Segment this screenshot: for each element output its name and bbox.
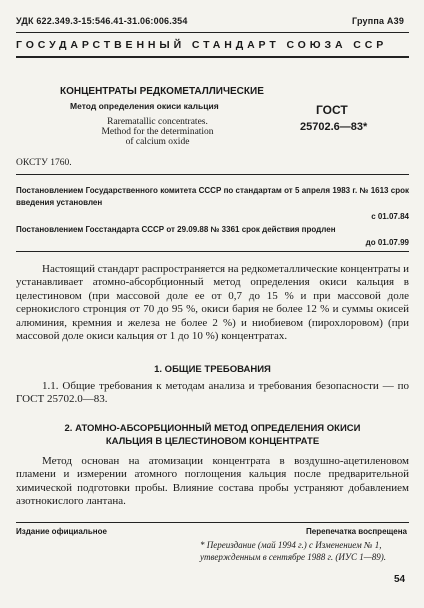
- document-subtitle: Метод определения окиси кальция: [70, 101, 219, 111]
- section1-text: 1.1. Общие требования к методам анализа и требования безопасности — по ГОСТ 25702.0—83.: [16, 380, 409, 406]
- decree-second: Постановлением Госстандарта СССР от 29.09.88 № 3361 срок действия продлен: [16, 225, 336, 234]
- decree-rule-bottom: [16, 251, 409, 252]
- page-number: 54: [394, 574, 406, 585]
- section2-text: Метод основан на атомизации концентрата в воздушно-ацетиленовом пламени и измерении атомного поглощения кальция после предварительной химической подготовки пробы. Влияние состава пробы устраняют добавлением азотнокислого лантана.: [16, 455, 409, 508]
- decree-rule: [16, 174, 409, 175]
- document-title: КОНЦЕНТРАТЫ РЕДКОМЕТАЛЛИЧЕСКИЕ: [60, 86, 264, 97]
- reissue-footnote-line2: утвержденным в сентябре 1988 г. (ИУС 1—89).: [200, 552, 386, 562]
- group-code: Группа А39: [352, 16, 405, 26]
- reprint-prohibited-label: Перепечатка воспрещена: [306, 527, 407, 536]
- section2-heading-line2: КАЛЬЦИЯ В ЦЕЛЕСТИНОВОМ КОНЦЕНТРАТЕ: [105, 436, 320, 447]
- section1-heading: 1. ОБЩИЕ ТРЕБОВАНИЯ: [154, 364, 271, 375]
- english-title-line2: Method for the determination: [101, 127, 214, 137]
- section2-heading-line1: 2. АТОМНО-АБСОРБЦИОННЫЙ МЕТОД ОПРЕДЕЛЕНИЯ ОКИСИ: [64, 423, 361, 434]
- decree-first-date: с 01.07.84: [371, 212, 409, 221]
- decree-first: Постановлением Государственного комитета СССР по стандартам от 5 апреля 1983 г. № 1613 срок введения установлен: [16, 186, 409, 207]
- header-rule-bottom: [16, 56, 409, 58]
- gost-number: 25702.6—83*: [300, 121, 368, 133]
- intro-paragraph: Настоящий стандарт распространяется на редкометаллические концентраты и устанавливает атомно-абсорбционный метод определения окиси кальция в целестиновом (при массовой доле ее от 0,7 до 15 % и при массовой доле сернокислого стронция от 70 до 95 %, окиси бария не более 12 % и суммы окисей алюминия, кремния и железа не более 2 %) и ниобиевом (пирохлоровом) (при массовой доле окиси кальция от 1 до 10 %) концентратах.: [16, 263, 409, 343]
- gost-label: ГОСТ: [316, 103, 348, 117]
- header-rule-top: [16, 32, 409, 33]
- official-edition-label: Издание официальное: [16, 527, 107, 536]
- standard-banner: ГОСУДАРСТВЕННЫЙ СТАНДАРТ СОЮЗА ССР: [16, 39, 388, 51]
- decree-second-date: до 01.07.99: [365, 238, 409, 247]
- udk-code: УДК 622.349.3-15:546.41-31.06:006.354: [16, 16, 188, 26]
- english-title-line3: of calcium oxide: [125, 137, 190, 147]
- english-title-line1: Rarematallic concentrates.: [107, 117, 208, 127]
- reissue-footnote-line1: * Переиздание (май 1994 г.) с Изменением № 1,: [200, 540, 382, 550]
- okstu-code: ОКСТУ 1760.: [16, 158, 72, 168]
- footer-rule: [16, 522, 409, 523]
